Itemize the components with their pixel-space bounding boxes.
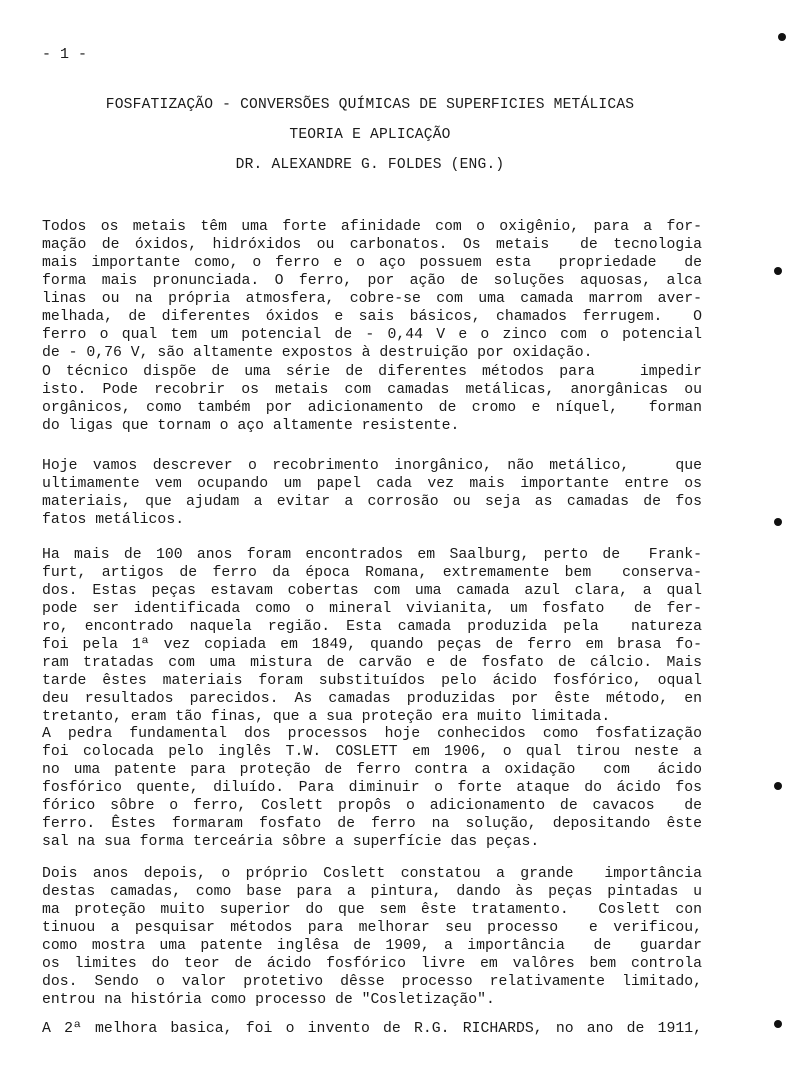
text-line: de - 0,76 V, são altamente expostos à destruição por oxidação. (42, 345, 593, 361)
text-line: como mostra uma patente inglêsa de 1909, a importância de guardar (42, 938, 702, 954)
text-line: tinuou a pesquisar métodos para melhorar seu processo e verificou, (42, 920, 702, 936)
text-line: Dois anos depois, o próprio Coslett constatou a grande importância (42, 866, 702, 882)
text-line: mação de óxidos, hidróxidos ou carbonatos. Os metais de tecnologia (42, 237, 702, 253)
text-line: deu resultados parecidos. As camadas produzidas por êste método, en (42, 691, 702, 707)
text-line: Ha mais de 100 anos foram encontrados em Saalburg, perto de Frank- (42, 547, 702, 563)
text-line: foi pela 1ª vez copiada em 1849, quando peças de ferro em brasa fo- (42, 637, 702, 653)
text-line: isto. Pode recobrir os metais com camadas metálicas, anorgânicas ou (42, 382, 702, 398)
text-line: foi colocada pelo inglês T.W. COSLETT em 1906, o qual tirou neste a (42, 744, 702, 760)
text-line: Hoje vamos descrever o recobrimento inorgânico, não metálico, que (42, 458, 702, 474)
text-line: entrou na história como processo de "Cosletização". (42, 992, 495, 1008)
paragraph-6 (42, 865, 702, 1009)
text-line: Todos os metais têm uma forte afinidade com o oxigênio, para a for- (42, 219, 702, 235)
paragraph-7 (42, 1020, 702, 1038)
text-line: os limites do teor de ácido fosfórico livre em valôres bem controla (42, 956, 702, 972)
text-line: materiais, que ajudam a evitar a corrosão ou seja as camadas de fos (42, 494, 702, 510)
binder-hole-mark (778, 33, 786, 41)
binder-hole-mark (774, 267, 782, 275)
document-subtitle: TEORIA E APLICAÇÃO (289, 127, 451, 143)
paragraph-4 (42, 546, 702, 726)
binder-hole-mark (774, 518, 782, 526)
text-line: furt, artigos de ferro da época Romana, extremamente bem conserva- (42, 565, 702, 581)
text-line: orgânicos, como também por adicionamento de cromo e níquel, forman (42, 400, 702, 416)
text-line: fosfórico quente, diluído. Para diminuir o forte ataque do ácido fos (42, 780, 702, 796)
text-line: do ligas que tornam o aço altamente resistente. (42, 418, 460, 434)
text-line: destas camadas, como base para a pintura, dando às peças pintadas u (42, 884, 702, 900)
text-line: O técnico dispõe de uma série de diferentes métodos para impedir (42, 364, 702, 380)
document-author: DR. ALEXANDRE G. FOLDES (ENG.) (235, 157, 505, 173)
paragraph-5 (42, 725, 702, 851)
text-line: tretanto, eram tão finas, que a sua proteção era muito limitada. (42, 709, 611, 725)
text-line: dos. Estas peças estavam cobertas com uma camada azul clara, a qual (42, 583, 702, 599)
text-line: ram tratadas com uma mistura de carvão e de fosfato de cálcio. Mais (42, 655, 702, 671)
text-line: mais importante como, o ferro e o aço possuem esta propriedade de (42, 255, 702, 271)
text-line: tarde êstes materiais foram substituídos pelo ácido fosfórico, oqual (42, 673, 702, 689)
binder-hole-mark (774, 1020, 782, 1028)
text-line: forma mais pronunciada. O ferro, por ação de soluções aquosas, alca (42, 273, 702, 289)
document-title: FOSFATIZAÇÃO - CONVERSÕES QUÍMICAS DE SUPERFICIES METÁLICAS (105, 97, 635, 113)
text-line: ferro o qual tem um potencial de - 0,44 V e o zinco com o potencial (42, 327, 702, 343)
text-line: fatos metálicos. (42, 512, 185, 528)
text-line: ma proteção muito superior do que sem êste tratamento. Coslett con (42, 902, 702, 918)
text-line: ro, encontrado naquela região. Esta camada produzida pela natureza (42, 619, 702, 635)
binder-hole-mark (774, 782, 782, 790)
text-line: ultimamente vem ocupando um papel cada vez mais importante entre os (42, 476, 702, 492)
text-line: linas ou na própria atmosfera, cobre-se com uma camada marrom aver- (42, 291, 702, 307)
paragraph-3 (42, 457, 702, 529)
page-number: - 1 - (42, 46, 88, 63)
text-line: sal na sua forma terceária sôbre a superfície das peças. (42, 834, 540, 850)
text-line: melhada, de diferentes óxidos e sais básicos, chamados ferrugem. O (42, 309, 702, 325)
text-line: ferro. Êstes formaram fosfato de ferro na solução, depositando êste (42, 816, 702, 832)
text-line: A pedra fundamental dos processos hoje conhecidos como fosfatização (42, 726, 702, 742)
paragraph-2 (42, 363, 702, 435)
paragraph-1 (42, 218, 702, 362)
text-line: fórico sôbre o ferro, Coslett propôs o adicionamento de cavacos de (42, 798, 702, 814)
text-line: pode ser identificada como o mineral vivianita, um fosfato de fer- (42, 601, 702, 617)
text-line: dos. Sendo o valor protetivo dêsse processo relativamente limitado, (42, 974, 702, 990)
text-line: A 2ª melhora basica, foi o invento de R.G. RICHARDS, no ano de 1911, (42, 1021, 702, 1037)
text-line: no uma patente para proteção de ferro contra a oxidação com ácido (42, 762, 702, 778)
